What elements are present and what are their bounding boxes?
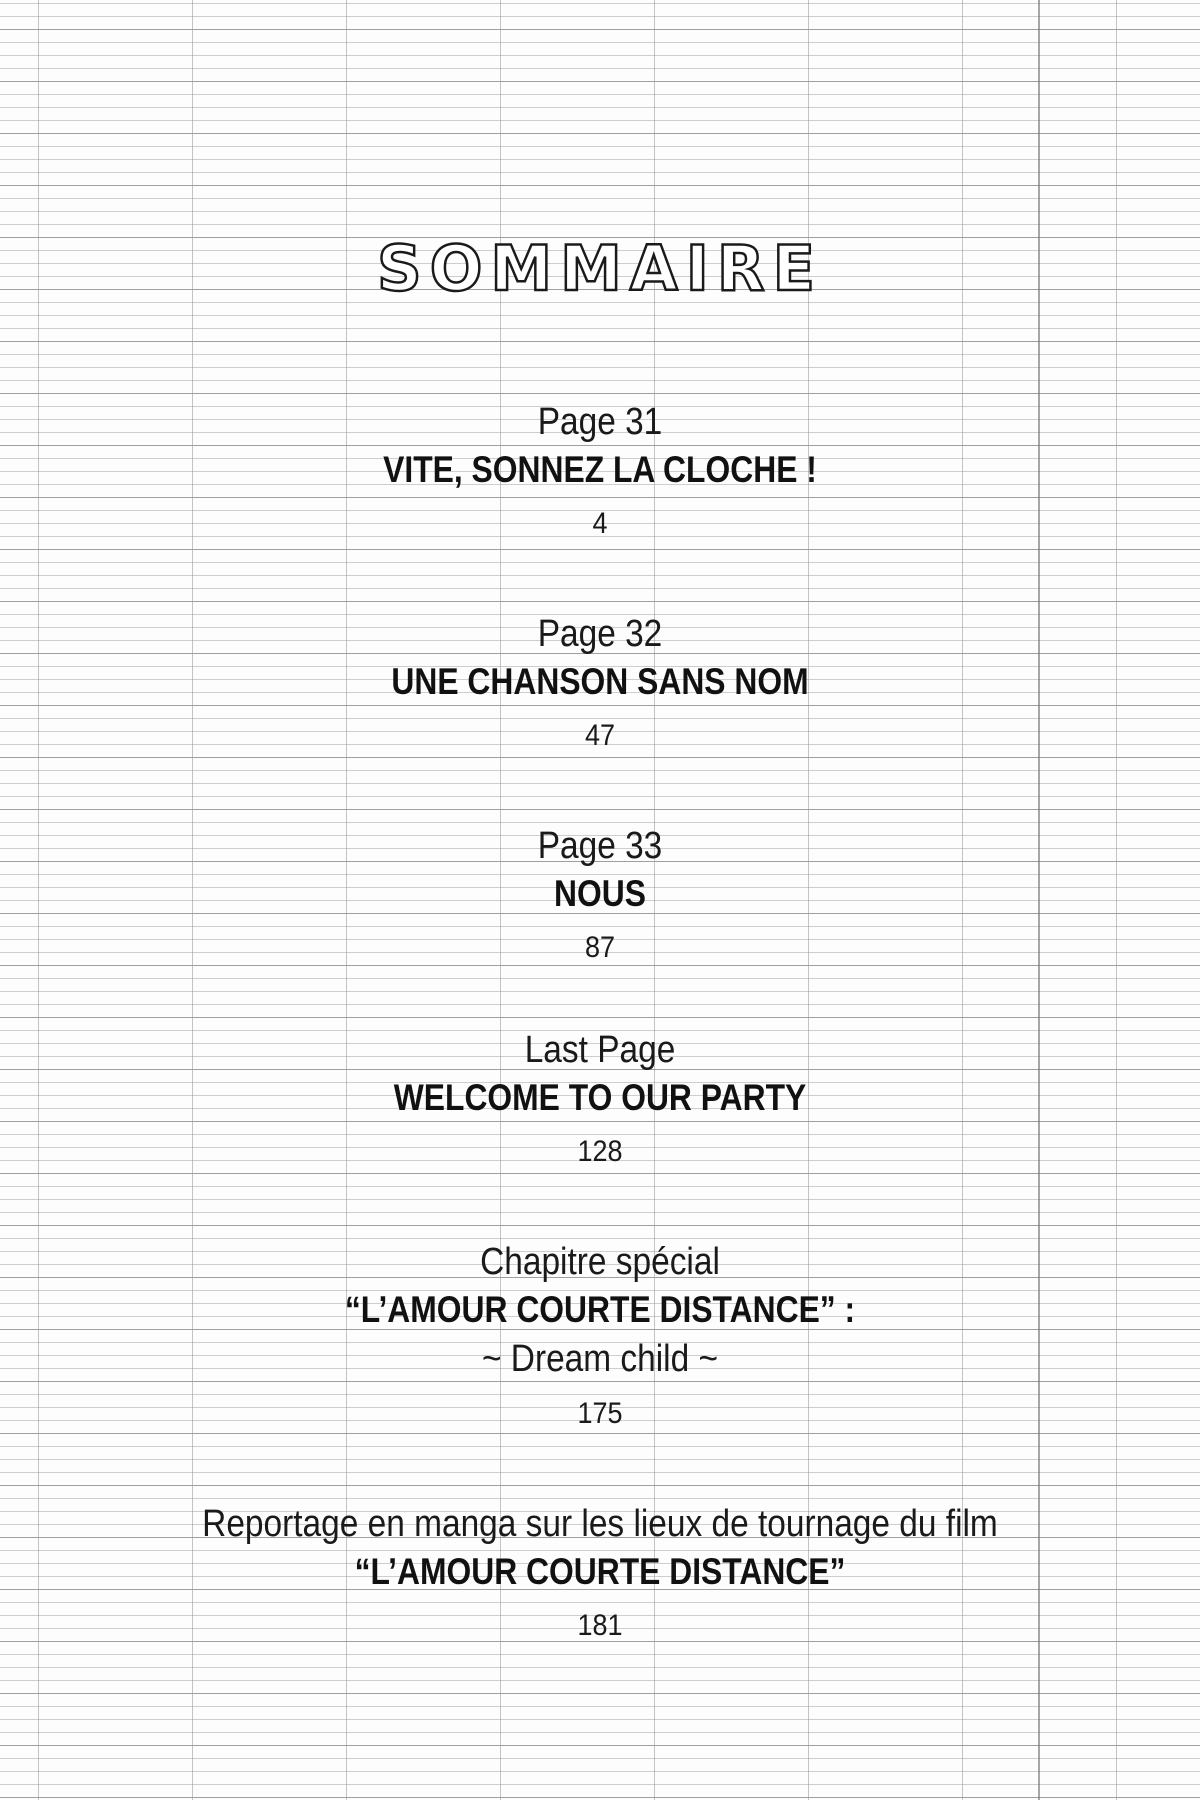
entry-label: Page 33 <box>537 825 663 867</box>
entry-page-number: 4 <box>592 507 608 540</box>
toc-entry-2 <box>0 610 1200 756</box>
entry-label: Last Page <box>524 1029 676 1071</box>
toc-entry-6 <box>0 1500 1200 1646</box>
entry-label: Page 32 <box>537 613 663 655</box>
entry-label: Chapitre spécial <box>480 1241 720 1283</box>
entry-subtitle: ~ Dream child ~ <box>481 1338 719 1380</box>
entry-title: VITE, SONNEZ LA CLOCHE ! <box>383 449 817 490</box>
entry-page-number: 128 <box>577 1135 623 1168</box>
entry-page-number: 47 <box>584 719 616 752</box>
entry-page-number: 87 <box>584 931 616 964</box>
entry-label: Page 31 <box>537 401 663 443</box>
toc-entry-5 <box>0 1238 1200 1434</box>
entry-page-number: 175 <box>577 1397 623 1430</box>
toc-entry-4 <box>0 1026 1200 1172</box>
entry-page-number: 181 <box>577 1609 623 1642</box>
entry-title: UNE CHANSON SANS NOM <box>391 661 809 702</box>
entry-label: Reportage en manga sur les lieux de tournage du film <box>202 1503 998 1545</box>
toc-entry-1 <box>0 398 1200 544</box>
entry-title: NOUS <box>554 873 646 914</box>
entry-title: “L’AMOUR COURTE DISTANCE” <box>354 1551 846 1592</box>
page-title: SOMMAIRE <box>377 232 823 305</box>
toc-entry-3 <box>0 822 1200 968</box>
entry-title: WELCOME TO OUR PARTY <box>393 1077 807 1118</box>
entry-title: “L’AMOUR COURTE DISTANCE” : <box>344 1289 856 1330</box>
